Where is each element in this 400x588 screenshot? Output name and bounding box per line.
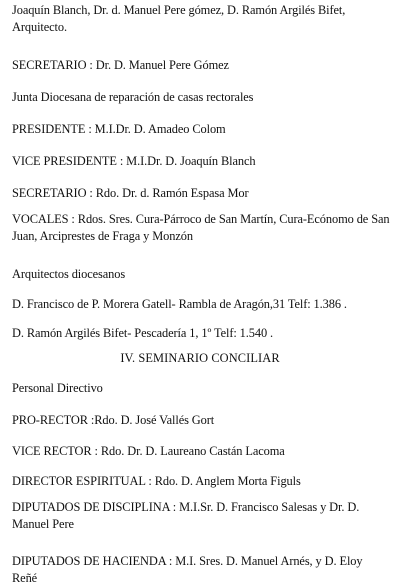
junta-heading: Junta Diocesana de reparación de casas rectorales — [12, 90, 254, 104]
section-heading-seminario: IV. SEMINARIO CONCILIAR — [120, 351, 280, 365]
presidente-line: PRESIDENTE : M.I.Dr. D. Amadeo Colom — [12, 122, 226, 136]
arquitecto-2-line: D. Ramón Argilés Bifet- Pescadería 1, 1º Telf: 1.540 . — [12, 326, 274, 340]
pro-rector-line: PRO-RECTOR :Rdo. D. José Vallés Gort — [12, 413, 215, 427]
secretario-junta-line: SECRETARIO : Rdo. Dr. d. Ramón Espasa Mor — [12, 186, 249, 200]
vocales-paragraph: VOCALES : Rdos. Sres. Cura-Párroco de San Martín, Cura-Ecónomo de San Juan, Arciprestes de Fraga y Monzón — [12, 212, 390, 243]
personal-directivo-heading: Personal Directivo — [12, 381, 103, 395]
paragraph-continuation: Joaquín Blanch, Dr. d. Manuel Pere gómez, D. Ramón Argilés Bifet, Arquitecto. — [12, 3, 346, 34]
arquitectos-heading: Arquitectos diocesanos — [12, 267, 126, 281]
diputados-hacienda-paragraph: DIPUTADOS DE HACIENDA : M.I. Sres. D. Manuel Arnés, y D. Eloy Reñé — [12, 554, 363, 585]
arquitecto-1-line: D. Francisco de P. Morera Gatell- Rambla de Aragón,31 Telf: 1.386 . — [12, 297, 347, 311]
secretario-line: SECRETARIO : Dr. D. Manuel Pere Gómez — [12, 58, 229, 72]
vice-rector-line: VICE RECTOR : Rdo. Dr. D. Laureano Castán Lacoma — [12, 444, 285, 458]
diputados-disciplina-paragraph: DIPUTADOS DE DISCIPLINA : M.I.Sr. D. Francisco Salesas y Dr. D. Manuel Pere — [12, 500, 360, 531]
director-espiritual-line: DIRECTOR ESPIRITUAL : Rdo. D. Anglem Morta Figuls — [12, 474, 301, 488]
vice-presidente-line: VICE PRESIDENTE : M.I.Dr. D. Joaquín Blanch — [12, 154, 256, 168]
